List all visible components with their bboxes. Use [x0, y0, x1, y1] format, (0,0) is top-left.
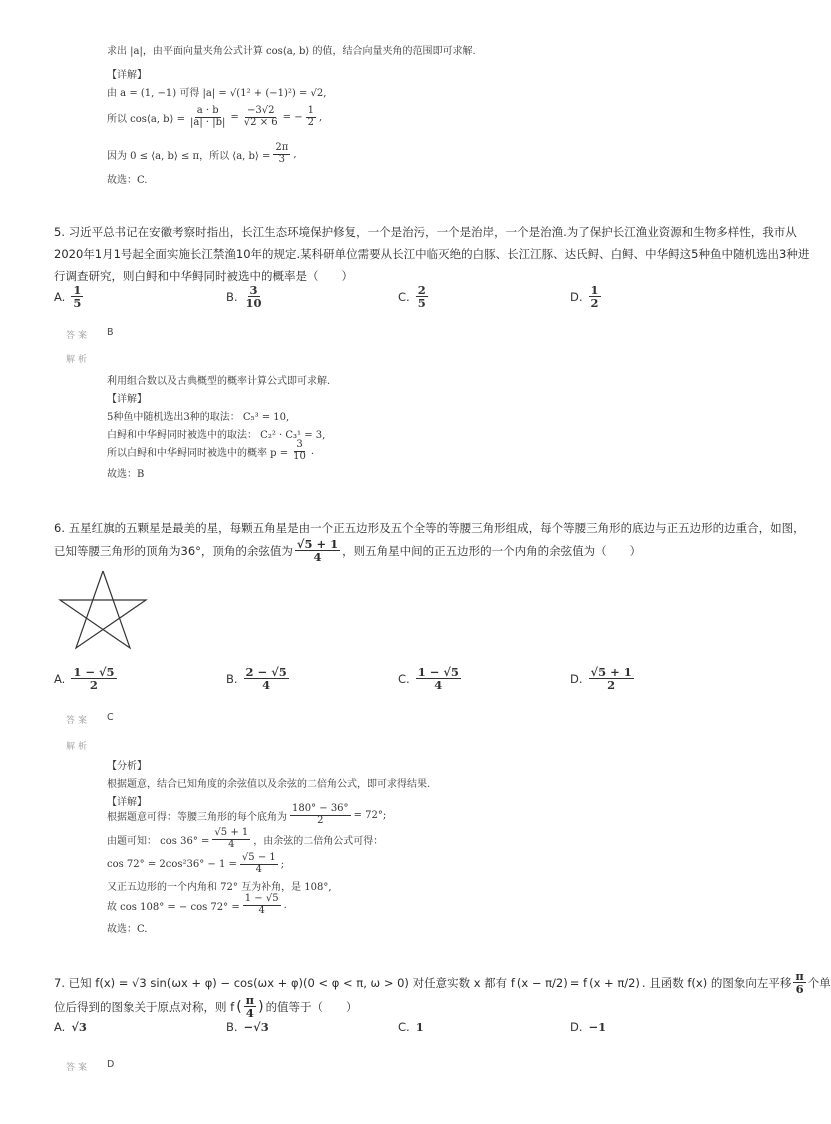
question-text-part: (x − π/2)	[516, 975, 568, 990]
fraction	[240, 853, 278, 875]
denominator: 4	[262, 678, 271, 693]
solution-text: 利用组合数以及古典概型的概率计算公式即可求解.	[107, 376, 331, 387]
option-label: A.	[54, 1020, 66, 1034]
numerator: 1	[307, 105, 314, 116]
fraction	[793, 970, 805, 995]
question-text-part: 位后得到的图象关于原点对称，则 f	[54, 999, 235, 1014]
analysis-heading: 【分析】	[107, 761, 147, 772]
denominator: 2	[317, 814, 324, 826]
option-d[interactable]	[570, 666, 634, 691]
answer-tag: 答案	[66, 331, 91, 341]
detail-heading: 【详解】	[107, 394, 147, 405]
analysis-tag: 解析	[66, 742, 91, 752]
option-a[interactable]	[54, 284, 83, 309]
solution-text: 白鲟和中华鲟同时被选中的取法： C₂² · C₃¹ = 3,	[107, 430, 326, 441]
option-c[interactable]	[398, 284, 428, 309]
question-text-part: 的值等于（ ）	[265, 999, 358, 1014]
numerator: 3	[296, 439, 303, 450]
question-text: 6. 五星红旗的五颗星是最美的星，每颗五角星是由一个正五边形及五个全等的等腰三角形组成，每个等腰三角形的底边与正五边形的边重合，如图，	[54, 521, 805, 535]
detail-heading: 【详解】	[107, 70, 147, 81]
option-label: C.	[398, 671, 410, 686]
solution-formula	[107, 440, 314, 462]
denominator: 4	[434, 678, 443, 693]
choose-line: 故选：C.	[107, 175, 148, 186]
fraction	[188, 106, 227, 128]
numerator: π	[245, 993, 255, 1007]
numerator: 180° − 36°	[292, 803, 349, 814]
question-text-part: 7. 已知 f(x) = √3 sin(ωx + φ) − cos(ωx + φ)(0 < φ < π, ω > 0) 对任意实数 x 都有 f	[54, 975, 515, 990]
fraction	[306, 106, 316, 128]
numerator: √5 + 1	[214, 827, 249, 838]
question-text	[54, 994, 358, 1019]
denominator: 2	[89, 678, 98, 693]
solution-formula	[107, 828, 383, 850]
answer-value: D	[107, 1059, 115, 1070]
question-text-part: 个单	[807, 975, 831, 990]
formula-text: =	[230, 111, 239, 123]
formula-text: ，由余弦的二倍角公式可得：	[253, 835, 384, 847]
paren-close: )	[258, 998, 264, 1015]
numerator: 1 − √5	[417, 665, 459, 679]
denominator: |a| · |b|	[190, 116, 226, 128]
fraction	[71, 666, 116, 691]
option-b[interactable]	[226, 1020, 269, 1034]
solution-text: 又正五边形的一个内角和 72° 互为补角，是 108°,	[107, 882, 332, 893]
denominator: 2	[590, 296, 599, 311]
formula-text: ;	[280, 858, 285, 870]
denominator: 6	[795, 982, 804, 997]
formula-text: 故 cos 108° = − cos 72° =	[107, 901, 240, 913]
question-text: 2020年1月1号起全面实施长江禁渔10年的规定.某科研单位需要从长江中临灭绝的白豚、长江江豚、达氏鲟、白鲟、中华鲟这5种鱼中随机选出3种进	[54, 247, 810, 261]
option-a[interactable]	[54, 1020, 87, 1034]
question-text-part: 已知等腰三角形的顶角为36°，顶角的余弦值为	[54, 543, 293, 558]
fraction	[290, 804, 351, 826]
option-a[interactable]	[54, 666, 117, 691]
numerator: a · b	[196, 105, 219, 116]
answer-tag: 答案	[66, 1063, 91, 1073]
numerator: −3√2	[246, 105, 275, 116]
denominator: 4	[313, 550, 322, 565]
fraction	[589, 666, 634, 691]
denominator: 10	[293, 450, 306, 462]
solution-formula	[107, 804, 386, 826]
pentagram-outline	[60, 571, 146, 648]
option-value: −1	[588, 1020, 607, 1034]
option-value: √3	[71, 1020, 87, 1034]
question-text	[54, 970, 831, 995]
fraction	[242, 106, 280, 128]
fraction	[416, 666, 461, 691]
formula-text: ,	[293, 148, 297, 160]
formula-text: = 72°;	[353, 809, 387, 821]
numerator: √5 − 1	[241, 852, 276, 863]
option-c[interactable]	[398, 666, 461, 691]
answer-value: C	[107, 712, 114, 723]
denominator: 5	[417, 296, 426, 311]
solution-formula	[107, 143, 297, 165]
numerator: 1 − √5	[244, 893, 279, 904]
fraction	[244, 666, 289, 691]
option-label: B.	[226, 1020, 238, 1034]
option-label: D.	[570, 1020, 583, 1034]
option-d[interactable]	[570, 1020, 606, 1034]
numerator: π	[795, 969, 804, 983]
paren-open: (	[236, 998, 242, 1015]
question-text-part: = f	[569, 975, 588, 990]
fraction	[416, 284, 428, 309]
option-label: D.	[570, 671, 583, 686]
denominator: 4	[255, 863, 263, 875]
option-label: D.	[570, 289, 583, 304]
formula-text: 根据题意可得：等腰三角形的每个底角为	[107, 811, 287, 823]
formula-text: 由题可知： cos 36° =	[107, 835, 210, 847]
answer-tag: 答案	[66, 716, 91, 726]
denominator: 4	[228, 838, 235, 850]
answer-value: B	[107, 327, 114, 338]
solution-text: 根据题意，结合已知角度的余弦值以及余弦的二倍角公式，即可求得结果.	[107, 779, 431, 790]
formula-text: 所以 cos⟨a, b⟩ =	[107, 113, 186, 125]
choose-line: 故选：B	[107, 469, 145, 480]
formula-text: cos 72° = 2cos²36° − 1 =	[107, 858, 237, 870]
formula-text: .	[310, 445, 315, 457]
denominator: 4	[245, 1006, 254, 1021]
solution-formula	[107, 106, 322, 128]
option-label: C.	[398, 289, 410, 304]
detail-heading: 【详解】	[107, 797, 147, 808]
fraction	[244, 994, 256, 1019]
option-value: −√3	[243, 1020, 269, 1034]
numerator: √5 + 1	[590, 665, 632, 679]
fraction	[244, 284, 264, 309]
solution-text: 求出 |a|，由平面向量夹角公式计算 cos⟨a, b⟩ 的值，结合向量夹角的范围即可求解.	[107, 46, 476, 57]
denominator: 10	[245, 296, 262, 311]
fraction	[273, 143, 290, 165]
solution-text: 由 a = (1, −1) 可得 |a| = √(1² + (−1)²) = √2,	[107, 88, 327, 99]
numerator: 2π	[275, 142, 289, 153]
fraction	[212, 828, 250, 850]
fraction	[243, 894, 281, 916]
numerator: 2	[417, 283, 426, 297]
question-text: 行调查研究，则白鲟和中华鲟同时被选中的概率是（ ）	[54, 269, 353, 283]
option-d[interactable]	[570, 284, 601, 309]
option-label: B.	[226, 289, 238, 304]
denominator: 2	[607, 678, 616, 693]
option-c[interactable]	[398, 1020, 424, 1034]
question-text-part: ，则五角星中间的正五边形的一个内角的余弦值为（ ）	[342, 543, 642, 558]
solution-formula	[107, 853, 284, 875]
choose-line: 故选：C.	[107, 924, 148, 935]
solution-formula	[107, 894, 287, 916]
option-label: B.	[226, 671, 238, 686]
fraction	[291, 440, 308, 462]
formula-text: 所以白鲟和中华鲟同时被选中的概率 p =	[107, 447, 289, 459]
option-label: C.	[398, 1020, 410, 1034]
fraction	[589, 284, 601, 309]
denominator: √2 × 6	[243, 116, 278, 128]
option-b[interactable]	[226, 284, 264, 309]
formula-text: .	[283, 899, 287, 911]
solution-text: 5种鱼中随机选出3种的取法： C₅³ = 10,	[107, 412, 290, 423]
pentagram-figure	[60, 570, 146, 650]
fraction	[295, 538, 340, 563]
formula-text: ,	[318, 111, 323, 123]
numerator: 1 − √5	[73, 665, 115, 679]
denominator: 3	[278, 153, 286, 165]
fraction	[71, 284, 83, 309]
option-value: 1	[415, 1020, 424, 1034]
numerator: 1	[73, 283, 82, 297]
numerator: 3	[249, 283, 258, 297]
option-label: A.	[54, 671, 66, 686]
question-text	[54, 538, 641, 563]
numerator: 2 − √5	[245, 665, 287, 679]
analysis-tag: 解析	[66, 355, 91, 365]
formula-text: 因为 0 ≤ ⟨a, b⟩ ≤ π，所以 ⟨a, b⟩ =	[107, 150, 271, 162]
formula-text: = −	[282, 111, 303, 123]
denominator: 2	[307, 116, 314, 128]
option-label: A.	[54, 289, 66, 304]
numerator: 1	[590, 283, 599, 297]
question-text-part: . 且函数 f(x) 的图象向左平移	[641, 975, 792, 990]
question-text-part: (x + π/2)	[589, 975, 640, 990]
denominator: 4	[258, 904, 265, 916]
option-b[interactable]	[226, 666, 289, 691]
numerator: √5 + 1	[296, 537, 339, 551]
denominator: 5	[73, 296, 82, 311]
question-text: 5. 习近平总书记在安徽考察时指出，长江生态环境保护修复，一个是治污，一个是治岸，一个是治渔.为了保护长江渔业资源和生物多样性，我市从	[54, 225, 797, 239]
